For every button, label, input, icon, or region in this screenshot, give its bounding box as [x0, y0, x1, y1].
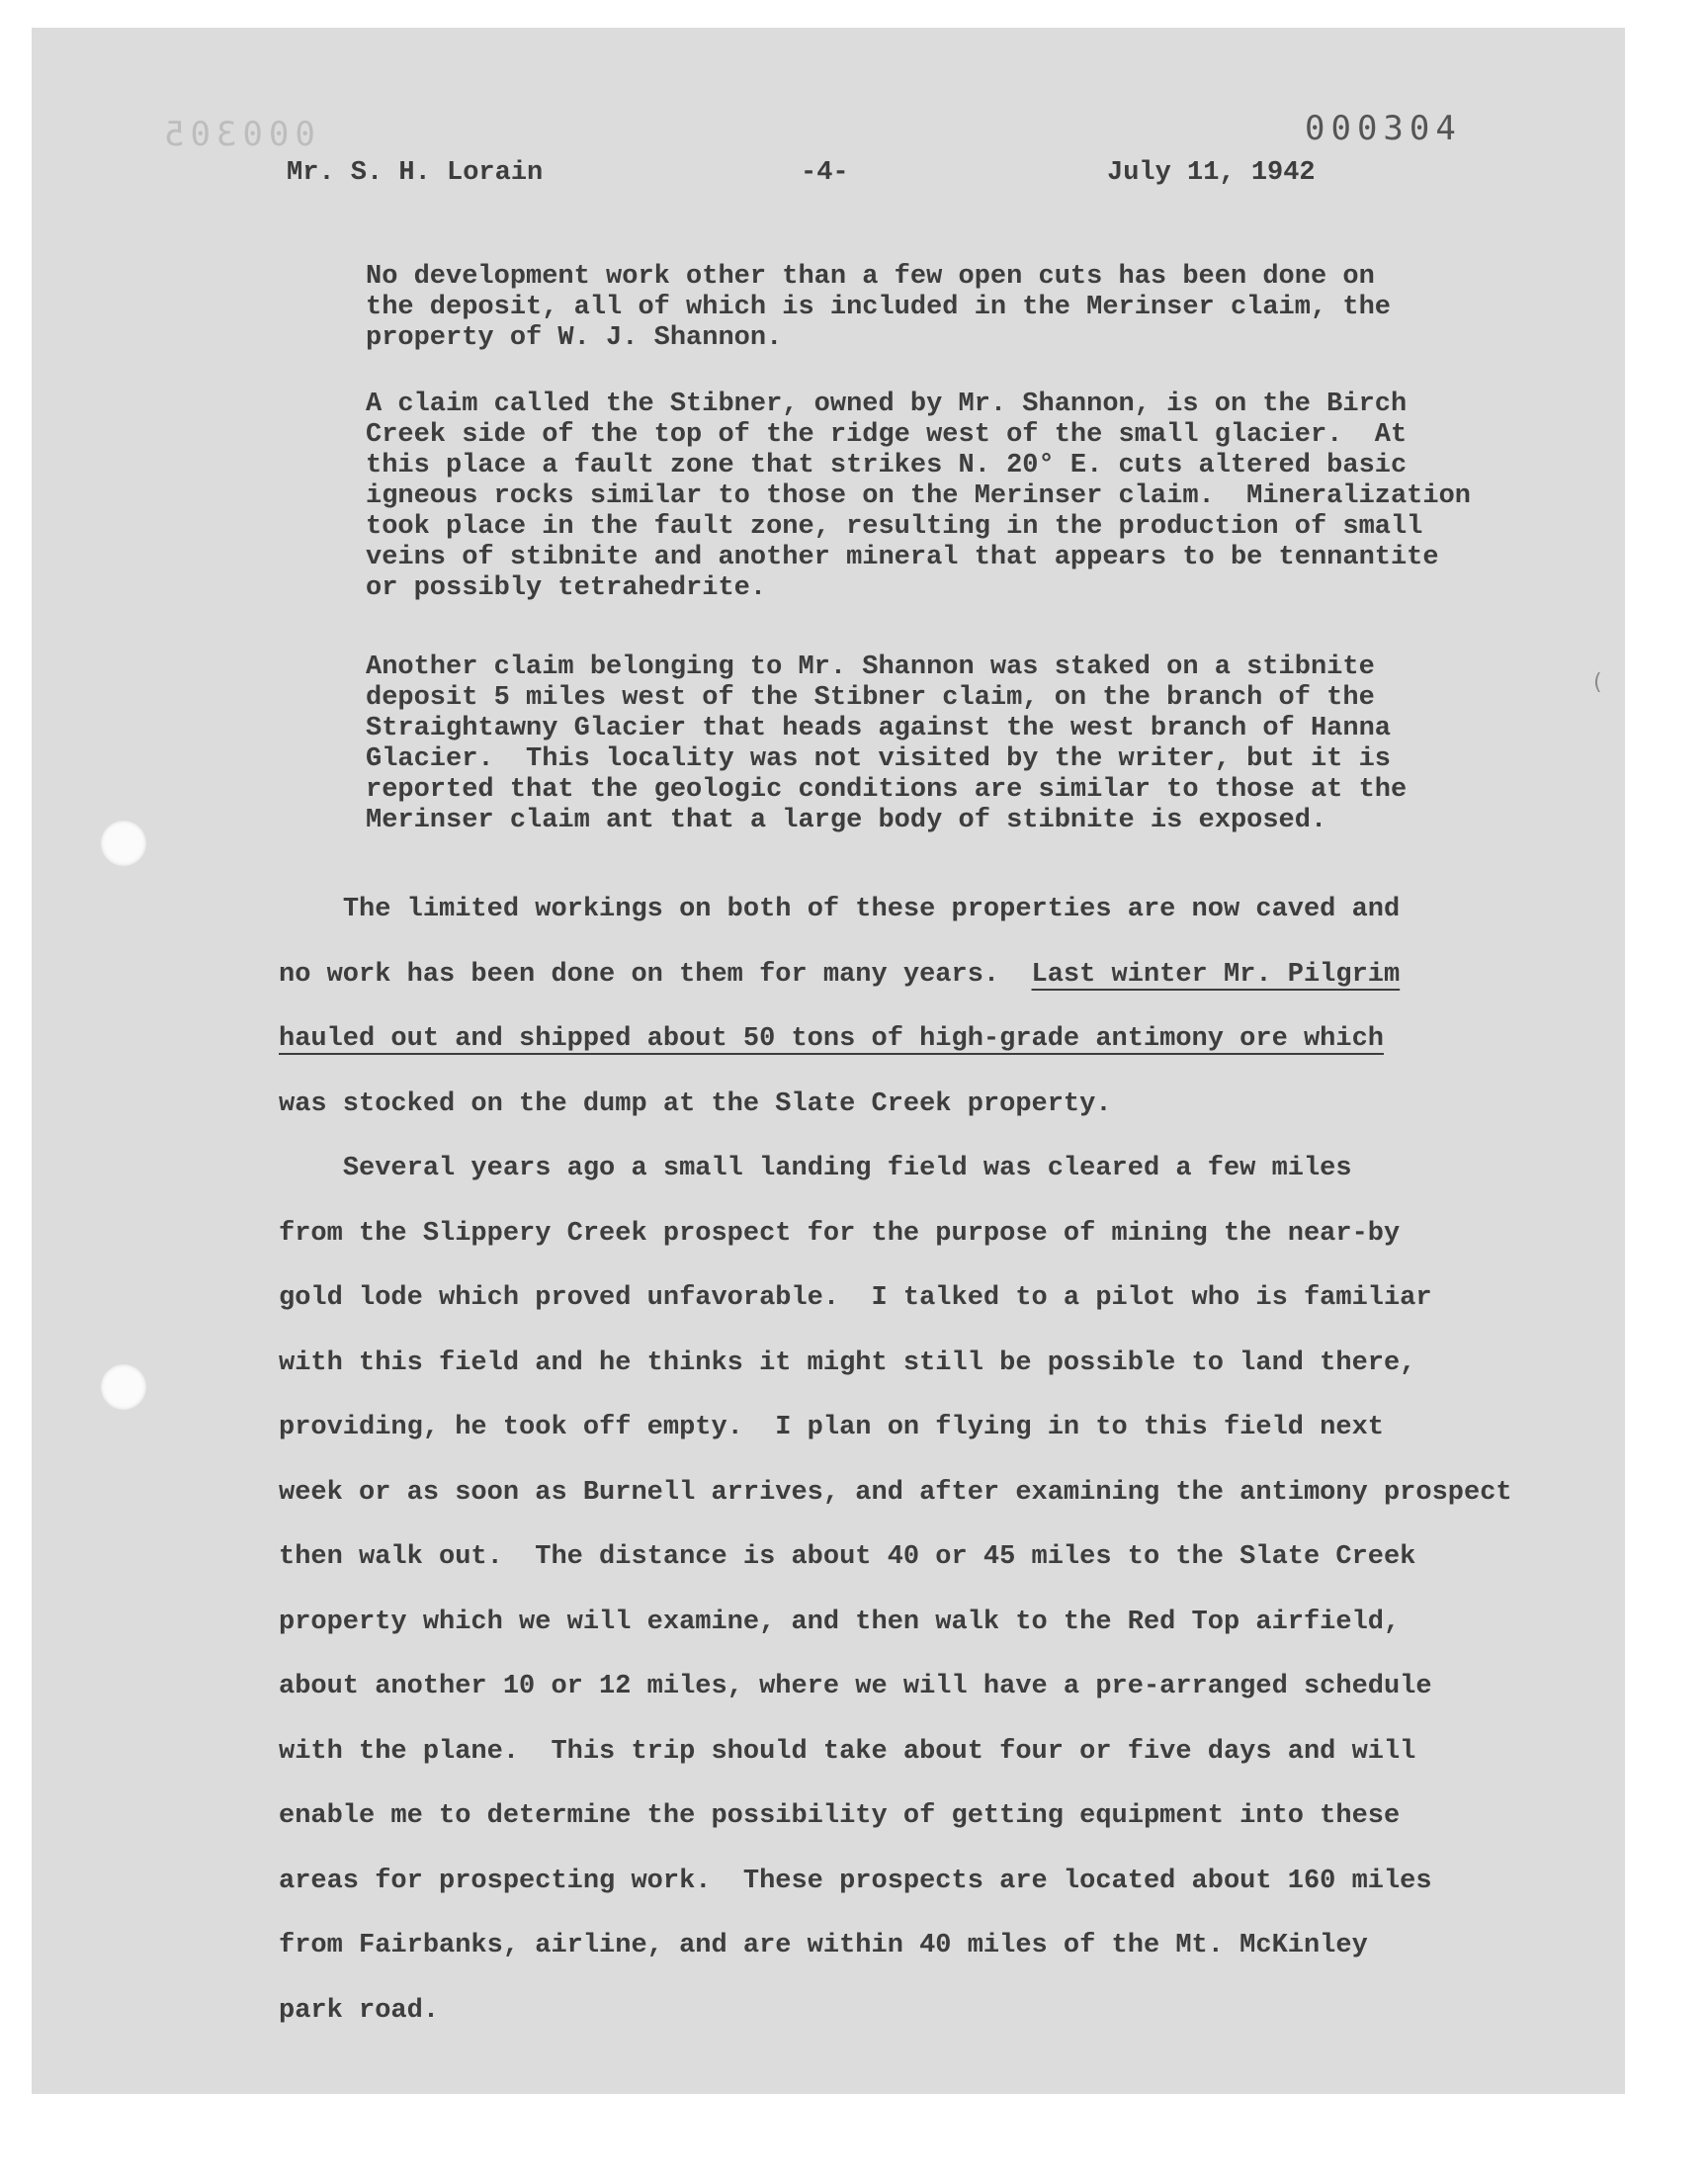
- text-line: Straightawny Glacier that heads against the west branch of Hanna: [366, 714, 1391, 743]
- text-line: Glacier. This locality was not visited by the writer, but it is: [366, 744, 1391, 774]
- punch-hole-top: [101, 821, 146, 866]
- paragraph-4: [279, 878, 1400, 1137]
- paragraph-2: [366, 390, 1471, 604]
- text-line: deposit 5 miles west of the Stibner claim, on the branch of the: [366, 683, 1375, 713]
- text-line: [279, 878, 1400, 943]
- header-recipient: Mr. S. H. Lorain: [287, 158, 544, 188]
- text-segment: was stocked on the dump at the Slate Creek property.: [279, 1088, 1112, 1119]
- text-line: No development work other than a few open cuts has been done on: [366, 262, 1375, 292]
- text-line: [279, 943, 1400, 1008]
- punch-hole-bottom: [101, 1364, 146, 1410]
- paragraph-3: [366, 652, 1407, 836]
- text-line: igneous rocks similar to those on the Merinser claim. Mineralization: [366, 481, 1471, 511]
- text-line: [279, 1073, 1400, 1138]
- text-line: Creek side of the top of the ridge west of the small glacier. At: [366, 420, 1408, 450]
- text-line: property which we will examine, and then walk to the Red Top airfield,: [279, 1607, 1401, 1637]
- bleed-through-stamp: 000305: [158, 115, 315, 154]
- header-date: July 11, 1942: [1107, 158, 1316, 188]
- text-line: took place in the fault zone, resulting in the production of small: [366, 512, 1423, 542]
- text-line: gold lode which proved unfavorable. I talked to a pilot who is familiar: [279, 1283, 1432, 1313]
- text-line: the deposit, all of which is included in the Merinser claim, the: [366, 293, 1391, 322]
- text-line: [279, 1007, 1400, 1073]
- underlined-text: hauled out and shipped about 50 tons of high-grade antimony ore which: [279, 1024, 1384, 1054]
- text-line: reported that the geologic conditions are similar to those at the: [366, 775, 1408, 805]
- text-line: Merinser claim ant that a large body of stibnite is exposed.: [366, 806, 1327, 835]
- paragraph-5: [279, 1137, 1512, 2044]
- text-line: A claim called the Stibner, owned by Mr. Shannon, is on the Birch: [366, 390, 1408, 419]
- text-line: with the plane. This trip should take about four or five days and will: [279, 1736, 1416, 1767]
- text-line: this place a fault zone that strikes N. 20° E. cuts altered basic: [366, 451, 1408, 480]
- text-line: from the Slippery Creek prospect for the purpose of mining the near-by: [279, 1218, 1401, 1249]
- text-line: veins of stibnite and another mineral that appears to be tennantite: [366, 543, 1439, 572]
- text-line: or possibly tetrahedrite.: [366, 573, 767, 603]
- text-line: from Fairbanks, airline, and are within 40 miles of the Mt. McKinley: [279, 1931, 1368, 1960]
- text-line: with this field and he thinks it might still be possible to land there,: [279, 1348, 1416, 1378]
- text-line: then walk out. The distance is about 40 or 45 miles to the Slate Creek: [279, 1542, 1416, 1572]
- paragraph-1: [366, 262, 1391, 354]
- text-line: [279, 1137, 1512, 1202]
- text-line: Another claim belonging to Mr. Shannon was staked on a stibnite: [366, 652, 1375, 682]
- page-number-stamp: 000304: [1305, 109, 1462, 148]
- header-page-number: -4-: [801, 158, 849, 188]
- text-line: property of W. J. Shannon.: [366, 323, 783, 353]
- text-line: areas for prospecting work. These prospects are located about 160 miles: [279, 1866, 1432, 1896]
- text-line: enable me to determine the possibility of getting equipment into these: [279, 1801, 1401, 1831]
- text-segment: Several years ago a small landing field was cleared a few miles: [342, 1154, 1352, 1183]
- margin-mark: (: [1593, 670, 1602, 695]
- underlined-text: Last winter Mr. Pilgrim: [1031, 959, 1401, 990]
- text-line: providing, he took off empty. I plan on flying in to this field next: [279, 1413, 1384, 1442]
- text-line: park road.: [279, 1995, 440, 2026]
- text-line: about another 10 or 12 miles, where we will have a pre-arranged schedule: [279, 1672, 1432, 1701]
- text-segment: no work has been done on them for many years.: [279, 959, 1032, 990]
- text-line: week or as soon as Burnell arrives, and after examining the antimony prospect: [279, 1477, 1512, 1508]
- text-segment: The limited workings on both of these properties are now caved and: [342, 895, 1401, 924]
- document-page: [32, 28, 1625, 2094]
